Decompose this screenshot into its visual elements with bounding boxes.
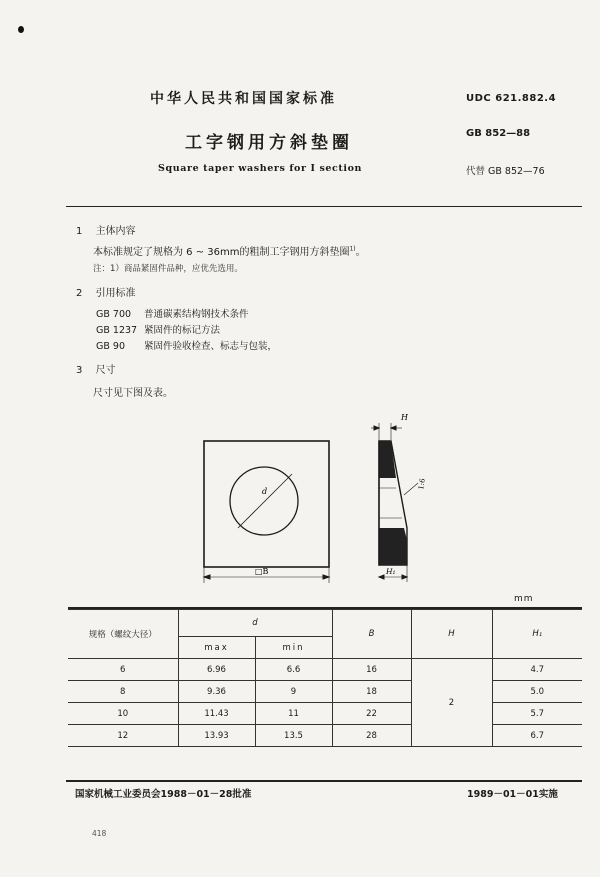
section-3-number: 3 bbox=[76, 365, 83, 376]
slope-leader bbox=[404, 483, 418, 495]
hatched-bottom bbox=[379, 528, 407, 565]
table-header-row bbox=[68, 610, 582, 637]
washer-hole bbox=[230, 467, 298, 535]
page-number: 418 bbox=[92, 829, 107, 838]
min-cell: 6.6 bbox=[255, 659, 332, 681]
spec-cell: 10 bbox=[68, 703, 178, 725]
section-2-title: 引用标准 bbox=[95, 288, 136, 299]
d-header: d bbox=[178, 610, 332, 637]
diameter-line bbox=[238, 474, 292, 528]
section-1-title: 主体内容 bbox=[95, 226, 136, 237]
h1-header: H₁ bbox=[492, 610, 582, 659]
footer-rule bbox=[66, 780, 582, 782]
h1-cell: 6.7 bbox=[492, 725, 582, 747]
spec-header: 规格（螺纹大径） bbox=[68, 610, 178, 659]
ref-code: GB 90 bbox=[96, 341, 125, 352]
replaces-standard: 代替 GB 852—76 bbox=[466, 166, 545, 177]
ref-end-mark: ， bbox=[267, 341, 278, 352]
washer-outline bbox=[204, 441, 329, 567]
ref-code: GB 1237 bbox=[96, 325, 138, 336]
h1-label: H₁ bbox=[386, 567, 396, 576]
table-row bbox=[68, 703, 582, 725]
table-row bbox=[68, 681, 582, 703]
d-label: d bbox=[262, 487, 268, 496]
ref-name: 紧固件的标记方法 bbox=[144, 325, 221, 336]
h1-cell: 4.7 bbox=[492, 659, 582, 681]
min-cell: 9 bbox=[255, 681, 332, 703]
dimension-table bbox=[68, 609, 582, 747]
gb-code: GB 852—88 bbox=[466, 128, 531, 139]
side-view bbox=[371, 423, 418, 582]
approval-line: 国家机械工业委员会1988－01－28批准 bbox=[75, 789, 252, 800]
page-title: 工字钢用方斜垫圈 bbox=[185, 133, 353, 153]
table-row bbox=[68, 725, 582, 747]
section-1-number: 1 bbox=[76, 226, 83, 237]
max-cell: 9.36 bbox=[178, 681, 255, 703]
hatched-top bbox=[379, 441, 396, 478]
ref-name: 普通碳素结构钢技术条件 bbox=[144, 309, 249, 320]
h-header: H bbox=[411, 610, 492, 659]
min-header: min bbox=[255, 637, 332, 659]
h1-cell: 5.0 bbox=[492, 681, 582, 703]
max-header: max bbox=[178, 637, 255, 659]
b-cell: 22 bbox=[332, 703, 411, 725]
section-3-title: 尺寸 bbox=[95, 365, 116, 376]
ref-code: GB 700 bbox=[96, 309, 132, 320]
ref-name: 紧固件验收检查、标志与包装 bbox=[144, 341, 268, 352]
section-1-body: 本标准规定了规格为 6 ~ 36mm的粗制工字钢用方斜垫圈 bbox=[93, 247, 350, 258]
b-cell: 16 bbox=[332, 659, 411, 681]
max-cell: 6.96 bbox=[178, 659, 255, 681]
slope-label: 1:6 bbox=[417, 477, 427, 491]
h-cell: 2 bbox=[411, 659, 492, 747]
spec-cell: 6 bbox=[68, 659, 178, 681]
effective-date: 1989－01－01实施 bbox=[467, 789, 558, 800]
spec-cell: 12 bbox=[68, 725, 178, 747]
b-label: □B bbox=[255, 567, 269, 576]
table-unit: mm bbox=[514, 594, 534, 604]
b-cell: 18 bbox=[332, 681, 411, 703]
h1-cell: 5.7 bbox=[492, 703, 582, 725]
max-cell: 11.43 bbox=[178, 703, 255, 725]
standard-type-title: 中华人民共和国国家标准 bbox=[150, 91, 337, 107]
min-cell: 11 bbox=[255, 703, 332, 725]
section-3-text: 尺寸见下图及表。 bbox=[93, 388, 173, 399]
section-1-note: 注：1）商品紧固件品种，应优先选用。 bbox=[93, 264, 243, 274]
max-cell: 13.93 bbox=[178, 725, 255, 747]
spec-cell: 8 bbox=[68, 681, 178, 703]
udc-code: UDC 621.882.4 bbox=[466, 93, 557, 104]
min-cell: 13.5 bbox=[255, 725, 332, 747]
b-header: B bbox=[332, 610, 411, 659]
h-label: H bbox=[401, 413, 408, 422]
table-row bbox=[68, 659, 582, 681]
section-2-number: 2 bbox=[76, 288, 83, 299]
english-title: Square taper washers for I section bbox=[158, 163, 363, 174]
b-cell: 28 bbox=[332, 725, 411, 747]
front-view bbox=[204, 441, 329, 583]
footnote-ref: 1) bbox=[349, 245, 356, 253]
section-1-text-end: 。 bbox=[355, 247, 366, 258]
